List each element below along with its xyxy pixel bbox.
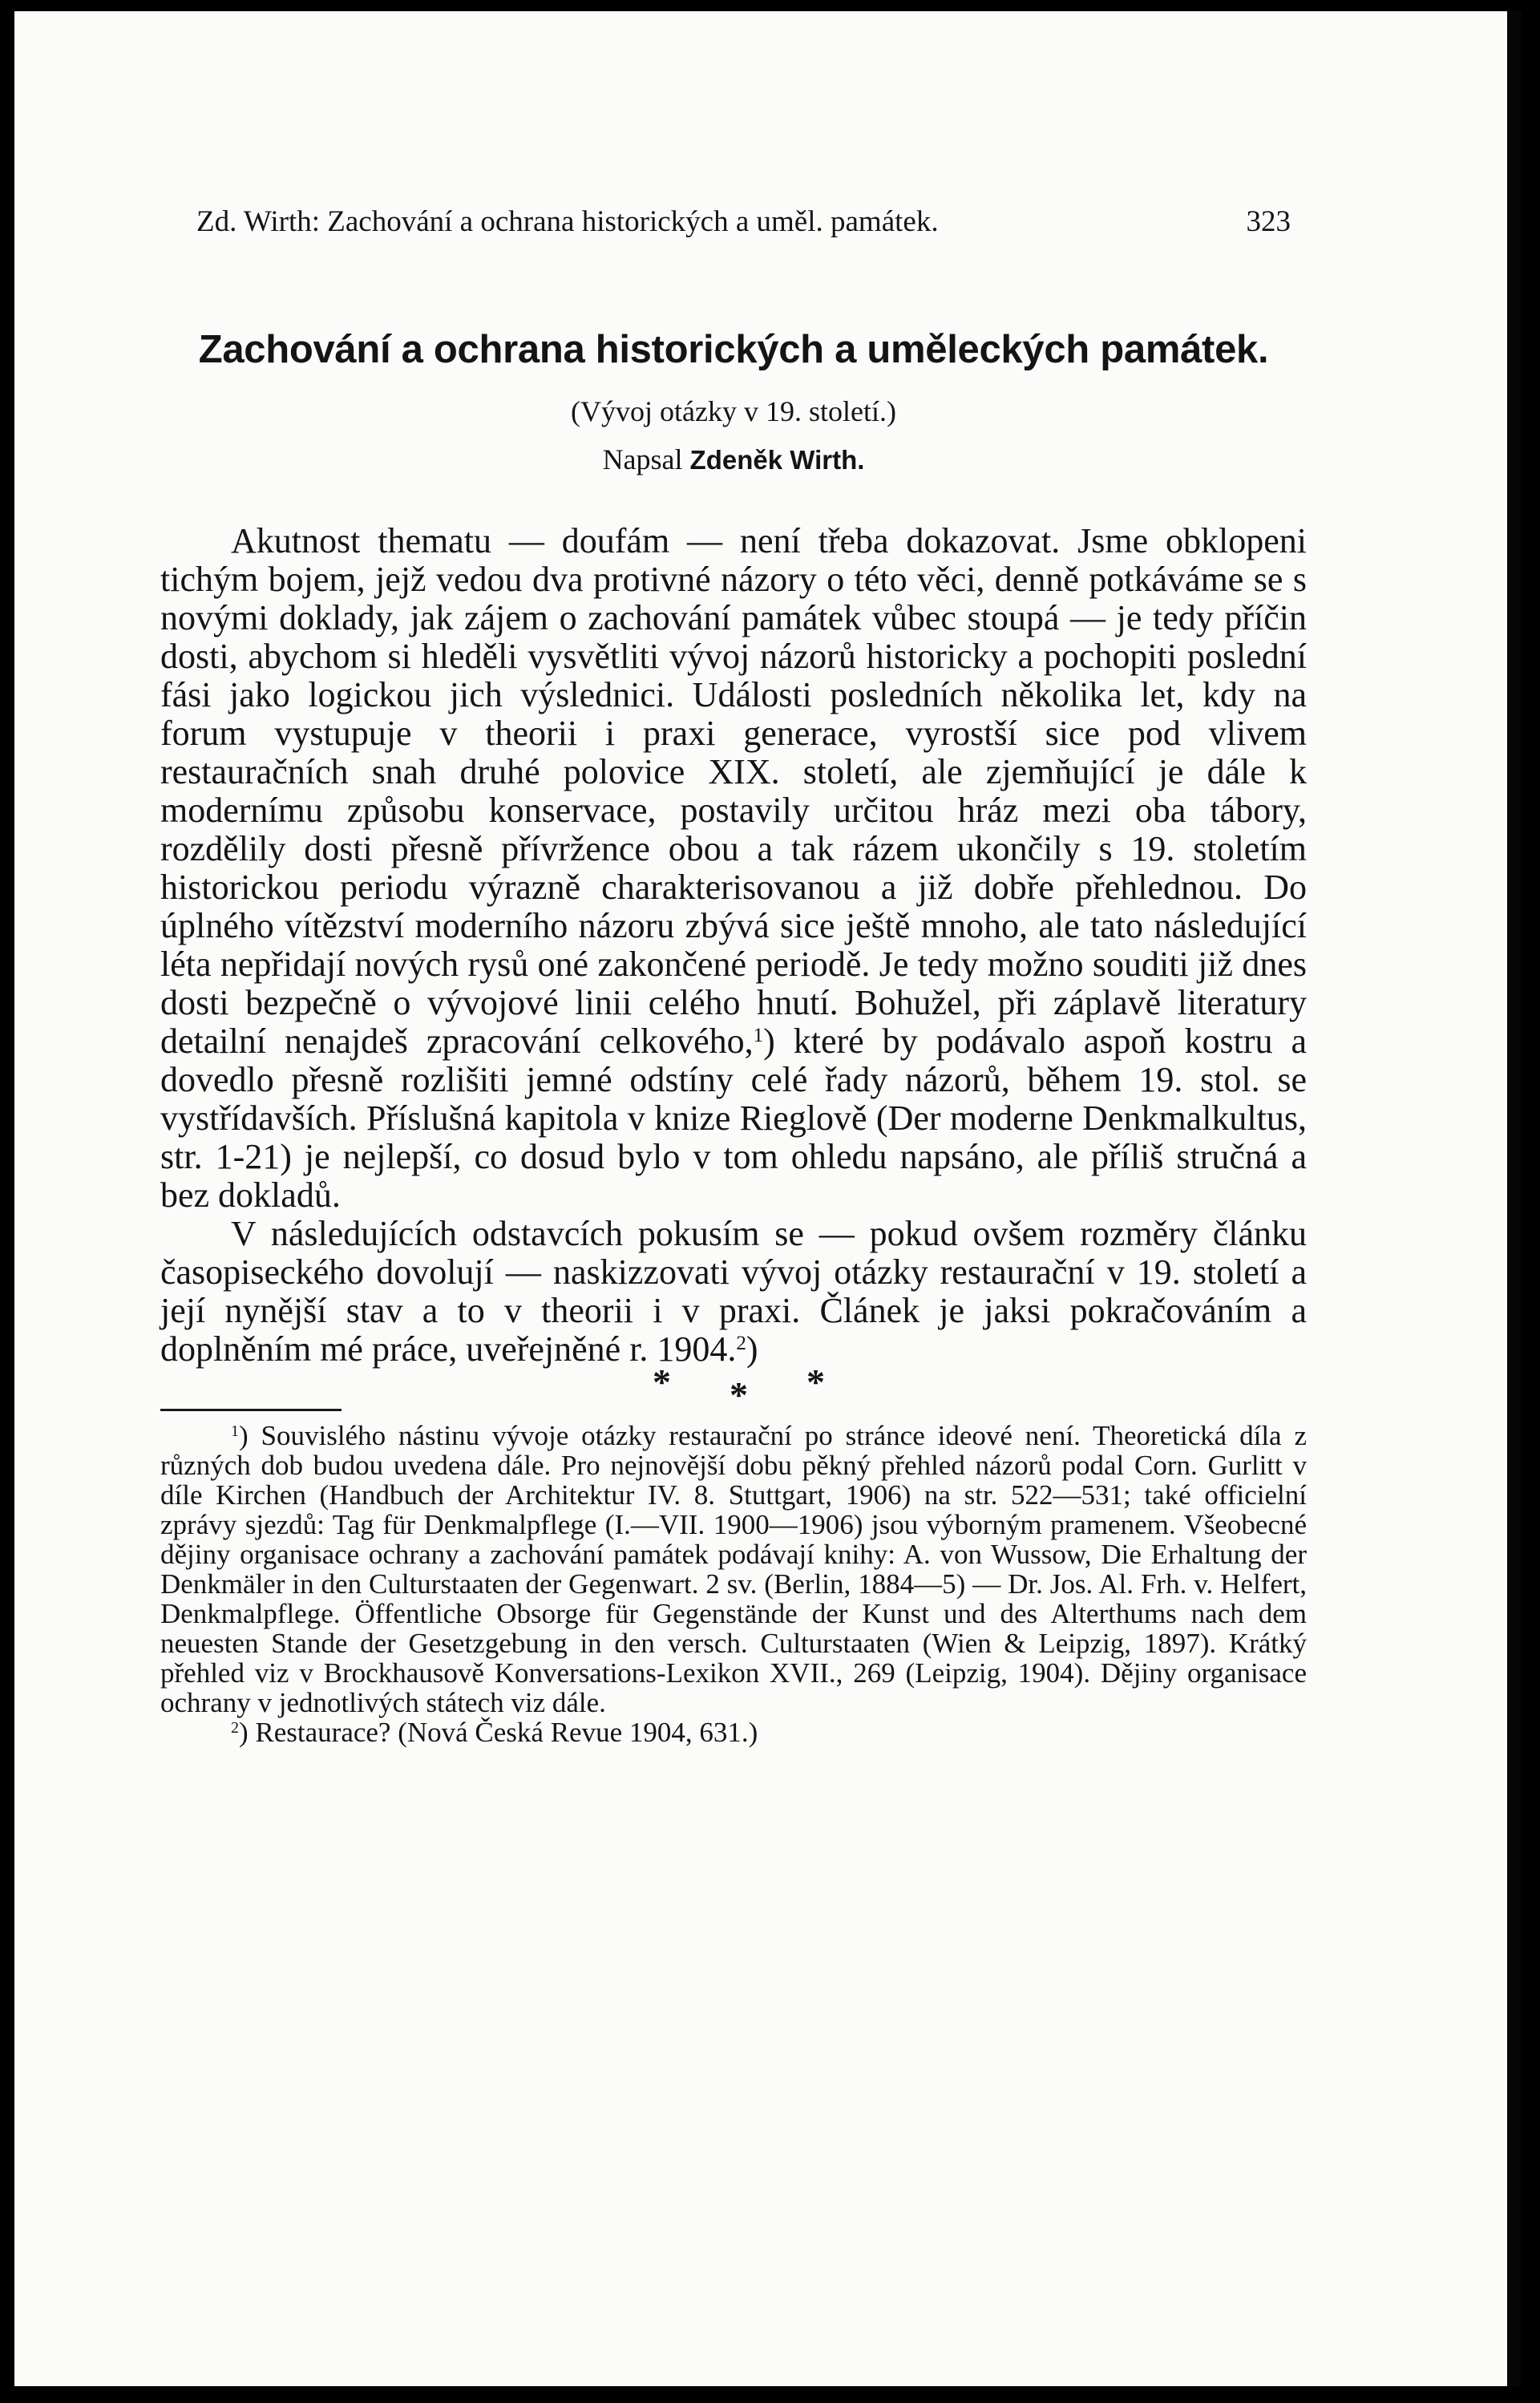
page-content — [160, 202, 1307, 1747]
footnote-1 — [160, 1421, 1307, 1717]
footnote-marker: 1 — [231, 1422, 239, 1440]
author-line — [160, 441, 1307, 479]
paragraph-2-text: V následujících odstavcích pokusím se — pokud ovšem rozměry článku časopiseckého dovolují — naskizzovati vývoj otázky restaurační v 19. století a její nynější stav a to v theorii i v praxi. Článek je jaksi pokračováním a doplněním mé práce, uveřejněné r. 1904. — [160, 1214, 1307, 1369]
article-body — [160, 522, 1307, 1369]
scan-edge — [1507, 11, 1522, 2386]
article-subtitle: (Vývoj otázky v 19. století.) — [571, 395, 896, 427]
asterism-star: * — [730, 1374, 748, 1415]
body-paragraph-2 — [160, 1215, 1307, 1369]
journal-page — [14, 11, 1522, 2386]
footnote-text: ) Restaurace? (Nová Česká Revue 1904, 631.) — [239, 1717, 758, 1748]
footnote-marker: 2 — [231, 1719, 239, 1737]
footnote-divider — [160, 1409, 342, 1411]
paragraph-1-text-a: Akutnost thematu — doufám — není třeba dokazovat. Jsme obklopeni tichým bojem, jejž vedou dva protivné názory o této věci, denně potkáváme se s novými doklady, jak zájem o zachování památek vůbec stoupá — je tedy příčin dosti, abychom si hleděli vysvětliti vývoj názorů historicky a pochopiti poslední fási jako logickou jich výslednici. Události posledních několika let, kdy na forum vystupuje v theorii i praxi generace, vyrostší sice pod vlivem restauračních snah druhé polovice XIX. století, ale zjemňující je dále k modernímu způsobu konservace, postavily určitou hráz mezi oba tábory, rozdělily dosti přesně přívržence obou a tak rázem ukončily s 19. stoletím historickou periodu výrazně charakterisovanou a již dobře přehlednou. Do úplného vítězství moderního názoru zbývá sice ještě mnoho, ale tato následující léta nepřidají nových rysů oné zakončené periodě. Je tedy možno souditi již dnes dosti bezpečně o vývojové linii celého hnutí. Bohužel, při záplavě literatury detailní nenajdeš zpracování celkového, — [160, 521, 1307, 1061]
footnote-ref-2: 2 — [736, 1333, 746, 1354]
paragraph-1-text-b: ) které by podávalo aspoň kostru a dovedlo přesně rozlišiti jemné odstíny celé řady názorů, během 19. stol. se vystřídavších. Příslušná kapitola v knize Rieglově (Der moderne Denkmalkultus, str. 1-21) je nejlepší, co dosud bylo v tom ohledu napsáno, ale příliš stručná a bez dokladů. — [160, 1021, 1308, 1215]
body-paragraph-1 — [160, 522, 1307, 1215]
running-head — [196, 202, 1307, 242]
footnote-2 — [160, 1717, 1307, 1747]
section-asterism — [160, 1361, 1307, 1415]
paragraph-2-end: ) — [746, 1329, 758, 1369]
asterism-star: * — [653, 1361, 671, 1402]
footnote-ref-1: 1 — [753, 1025, 764, 1046]
asterism-star: * — [806, 1361, 825, 1402]
author-prefix: Napsal — [602, 443, 683, 475]
running-head-text: Zd. Wirth: Zachování a ochrana historických a uměl. památek. — [196, 205, 939, 238]
author-name: Zdeněk Wirth. — [689, 445, 865, 475]
page-number: 323 — [1246, 205, 1291, 238]
article-title: Zachování a ochrana historických a uměleckých památek. — [198, 328, 1269, 371]
footnotes — [160, 1421, 1307, 1747]
footnote-text: ) Souvislého nástinu vývoje otázky restaurační po stránce ideové není. Theoretická díla z různých dob budou uvedena dále. Pro nejnovější dobu pěkný přehled názorů podal Corn. Gurlitt v díle Kirchen (Handbuch der Architektur IV. 8. Stuttgart, 1906) na str. 522—531; také officielní zprávy sjezdů: Tag für Denkmalpflege (I.—VII. 1900—1906) jsou výborným pramenem. Všeobecné dějiny organisace ochrany a zachování památek podávají knihy: A. von Wussow, Die Erhaltung der Denkmäler in den Culturstaaten der Gegenwart. 2 sv. (Berlin, 1884—5) — Dr. Jos. Al. Frh. v. Helfert, Denkmalpflege. Öffentliche Obsorge für Gegenstände der Kunst und des Alterthums nach dem neuesten Stande der Gesetzgebung in den versch. Culturstaaten (Wien & Leipzig, 1897). Krátký přehled viz v Brockhausově Konversations-Lexikon XVII., 269 (Leipzig, 1904). Dějiny organisace ochrany v jednotlivých státech viz dále. — [160, 1420, 1307, 1718]
